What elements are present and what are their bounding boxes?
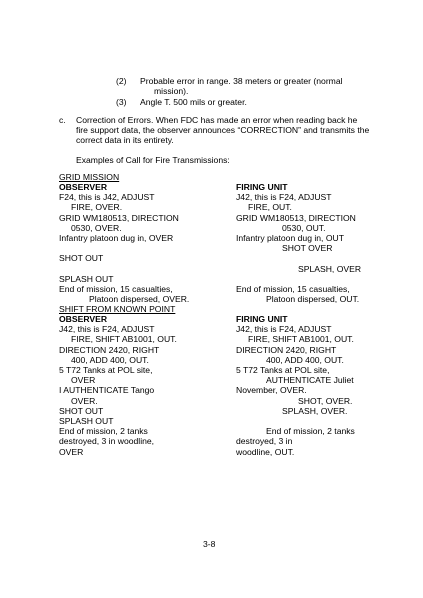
shift-firing-line: AUTHENTICATE Juliet: [266, 375, 354, 386]
grid-observer-line: SPLASH OUT: [59, 273, 114, 284]
grid-firing-line: FIRE, OUT.: [248, 202, 292, 213]
shift-firing-line: 400, ADD 400, OUT.: [266, 354, 344, 365]
grid-mission-firing-header: FIRING UNIT: [236, 182, 288, 192]
grid-firing-line: SPLASH, OVER: [298, 263, 362, 274]
shift-observer-line: FIRE, SHIFT AB1001, OUT.: [71, 334, 177, 345]
grid-firing-blank: [236, 274, 416, 284]
shift-firing-line: woodline, OUT.: [236, 446, 295, 457]
grid-firing-blank: [236, 253, 416, 263]
list-item-3-text: Angle T. 500 mils or greater.: [140, 97, 247, 107]
shift-firing-line: DIRECTION 2420, RIGHT: [236, 344, 337, 355]
grid-observer-blank: [59, 264, 239, 274]
shift-firing-line: J42, this is F24, ADJUST: [236, 324, 332, 335]
shift-observer-line: End of mission, 2 tanks: [59, 426, 148, 437]
grid-firing-line: Platoon dispersed, OUT.: [266, 294, 360, 305]
grid-firing-line: End of mission, 15 casualties,: [236, 284, 350, 294]
list-item-3-number: (3): [116, 97, 127, 107]
grid-observer-line: GRID WM180513, DIRECTION: [59, 212, 179, 223]
grid-firing-line: SHOT OVER: [282, 243, 333, 254]
list-item-2-text-cont: mission).: [154, 86, 189, 96]
shift-firing-blank: [236, 416, 416, 426]
shift-firing-line: SPLASH, OVER.: [282, 405, 348, 416]
grid-observer-line: FIRE, OVER.: [71, 202, 123, 213]
shift-mission-observer-header: OBSERVER: [59, 314, 108, 324]
grid-firing-line: Infantry platoon dug in, OUT: [236, 233, 344, 244]
shift-observer-line: SPLASH OUT: [59, 416, 114, 427]
grid-observer-blank: [59, 243, 239, 253]
shift-observer-line: I AUTHENTICATE Tango: [59, 385, 155, 396]
shift-observer-line: OVER.: [71, 395, 98, 406]
shift-firing-line: destroyed, 3 in: [236, 436, 293, 447]
shift-firing-line: End of mission, 2 tanks: [266, 426, 355, 437]
list-item-2-number: (2): [116, 76, 127, 86]
grid-firing-line: 0530, OUT.: [282, 222, 326, 233]
grid-observer-line: Infantry platoon dug in, OVER: [59, 233, 174, 244]
shift-observer-line: DIRECTION 2420, RIGHT: [59, 344, 160, 355]
shift-observer-line: OVER: [71, 375, 96, 386]
grid-observer-line: End of mission, 15 casualties,: [59, 284, 173, 294]
shift-mission-firing-column: [236, 314, 416, 457]
shift-observer-line: J42, this is F24, ADJUST: [59, 324, 155, 335]
shift-observer-line: SHOT OUT: [59, 405, 104, 416]
shift-observer-line: destroyed, 3 in woodline,: [59, 436, 155, 447]
page-number: 3-8: [203, 539, 216, 549]
shift-observer-line: 400, ADD 400, OUT.: [71, 354, 149, 365]
grid-observer-line: Platoon dispersed, OVER.: [89, 294, 190, 305]
grid-mission-observer-header: OBSERVER: [59, 182, 108, 192]
shift-firing-line: FIRE, SHIFT AB1001, OUT.: [248, 334, 354, 345]
grid-mission-observer-column: [59, 182, 239, 304]
list-item-2-text: Probable error in range. 38 meters or greater (normal: [140, 76, 343, 86]
examples-intro: Examples of Call for Fire Transmissions:: [76, 155, 230, 165]
shift-firing-line: November, OVER.: [236, 385, 307, 396]
correction-line-2: fire support data, the observer announces “CORRECTION” and transmits the: [76, 125, 370, 135]
shift-firing-line: SHOT, OVER.: [298, 395, 353, 406]
grid-observer-line: 0530, OVER.: [71, 222, 122, 233]
shift-firing-line: 5 T72 Tanks at POL site,: [236, 365, 330, 376]
correction-line-1: Correction of Errors. When FDC has made an error when reading back he: [76, 115, 358, 125]
shift-observer-line: OVER: [59, 446, 84, 457]
shift-mission-title: SHIFT FROM KNOWN POINT: [59, 304, 176, 314]
grid-firing-line: GRID WM180513, DIRECTION: [236, 212, 356, 223]
shift-observer-line: 5 T72 Tanks at POL site,: [59, 365, 153, 376]
grid-mission-title: GRID MISSION: [59, 172, 120, 182]
correction-label: c.: [59, 115, 66, 125]
grid-observer-line: SHOT OUT: [59, 253, 104, 264]
grid-mission-firing-column: [236, 182, 416, 304]
correction-line-3: correct data in its entirety.: [76, 135, 174, 145]
grid-firing-line: J42, this is F24, ADJUST: [236, 192, 332, 203]
shift-mission-observer-column: [59, 314, 239, 457]
grid-observer-line: F24, this is J42, ADJUST: [59, 192, 155, 203]
shift-mission-firing-header: FIRING UNIT: [236, 314, 288, 324]
